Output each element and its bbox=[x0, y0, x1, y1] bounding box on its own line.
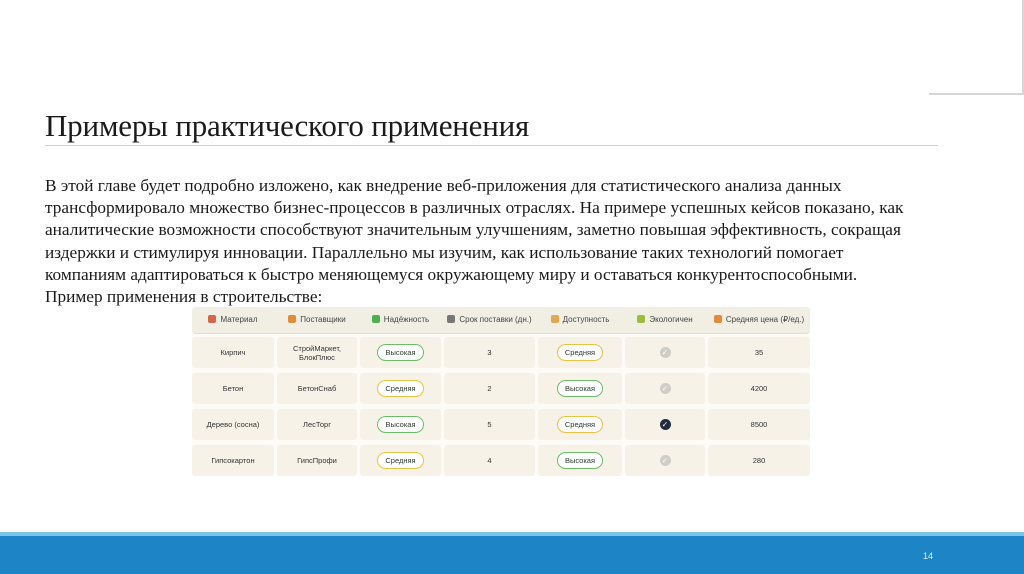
level-badge: Высокая bbox=[377, 416, 423, 433]
level-badge: Средняя bbox=[377, 452, 423, 469]
delivery-days-cell-text: 3 bbox=[487, 348, 492, 357]
level-badge: Средняя bbox=[557, 344, 603, 361]
truck-icon bbox=[288, 315, 296, 323]
eco-cell bbox=[625, 373, 705, 404]
check-circle-icon: ✓ bbox=[660, 419, 671, 430]
eco-cell bbox=[625, 445, 705, 476]
column-header bbox=[360, 307, 441, 333]
availability-cell bbox=[538, 409, 622, 440]
supplier-cell-text: БетонСнаб bbox=[297, 384, 337, 393]
delivery-days-cell bbox=[444, 337, 535, 368]
delivery-days-cell-text: 5 bbox=[487, 420, 492, 429]
column-header-label: Экологичен bbox=[649, 315, 693, 324]
supplier-cell bbox=[277, 337, 357, 368]
table-row bbox=[192, 373, 810, 404]
body-text bbox=[45, 175, 985, 308]
table-row bbox=[192, 445, 810, 476]
level-badge: Высокая bbox=[557, 380, 603, 397]
reliability-cell bbox=[360, 409, 441, 440]
column-header-label: Срок поставки (дн.) bbox=[459, 315, 532, 324]
price-cell bbox=[708, 409, 810, 440]
check-circle-icon: ✓ bbox=[660, 455, 671, 466]
column-header-label: Материал bbox=[220, 315, 258, 324]
delivery-days-cell-text: 4 bbox=[487, 456, 492, 465]
level-badge: Высокая bbox=[377, 344, 423, 361]
slide-title: Примеры практического применения bbox=[45, 108, 530, 143]
stopwatch-icon bbox=[447, 315, 455, 323]
reliability-cell bbox=[360, 337, 441, 368]
supplier-cell-text: СтройМаркет, БлокПлюс bbox=[292, 343, 342, 362]
price-cell bbox=[708, 445, 810, 476]
body-line: компаниям адаптироваться к быстро меняющемуся окружающему миру и оставаться конкурентоспособными. bbox=[45, 264, 858, 284]
price-cell-text: 35 bbox=[754, 348, 764, 357]
delivery-days-cell-text: 2 bbox=[487, 384, 492, 393]
reliability-cell bbox=[360, 373, 441, 404]
column-header-label: Средняя цена (₽/ед.) bbox=[725, 315, 805, 324]
delivery-days-cell bbox=[444, 445, 535, 476]
material-cell-text: Бетон bbox=[222, 384, 244, 393]
body-line: издержки и стимулируя инновации. Параллельно мы изучим, как использование таких технологий помогает bbox=[45, 242, 844, 262]
reliability-cell bbox=[360, 445, 441, 476]
brick-icon bbox=[208, 315, 216, 323]
flame-icon bbox=[714, 315, 722, 323]
level-badge: Высокая bbox=[557, 452, 603, 469]
checkbox-icon bbox=[372, 315, 380, 323]
material-cell bbox=[192, 337, 274, 368]
column-header-label: Доступность bbox=[562, 315, 610, 324]
check-circle-icon: ✓ bbox=[660, 383, 671, 394]
page-number: 14 bbox=[922, 551, 933, 561]
table-row bbox=[192, 337, 810, 368]
body-line: трансформировало множество бизнес-процессов в различных отраслях. На примере успешных кейсов показано, как bbox=[45, 198, 904, 218]
availability-cell bbox=[538, 445, 622, 476]
delivery-days-cell bbox=[444, 373, 535, 404]
column-header bbox=[444, 307, 535, 333]
price-cell-text: 8500 bbox=[750, 420, 768, 429]
supplier-cell bbox=[277, 445, 357, 476]
material-cell bbox=[192, 373, 274, 404]
level-badge: Средняя bbox=[377, 380, 423, 397]
level-badge: Средняя bbox=[557, 416, 603, 433]
column-header bbox=[192, 307, 274, 333]
price-cell-text: 280 bbox=[752, 456, 766, 465]
price-cell bbox=[708, 337, 810, 368]
leaf-icon bbox=[637, 315, 645, 323]
column-header bbox=[708, 307, 810, 333]
eco-cell bbox=[625, 337, 705, 368]
body-line: Пример применения в строительстве: bbox=[45, 287, 323, 307]
dot-icon bbox=[551, 315, 559, 323]
materials-table bbox=[192, 307, 810, 474]
body-line: аналитические возможности способствуют значительным улучшениям, заметно повышая эффективность, сокращая bbox=[45, 220, 901, 240]
column-header bbox=[625, 307, 705, 333]
table-header bbox=[192, 307, 810, 334]
availability-cell bbox=[538, 337, 622, 368]
column-header-label: Поставщики bbox=[300, 315, 346, 324]
price-cell bbox=[708, 373, 810, 404]
supplier-cell-text: ГипсПрофи bbox=[297, 456, 337, 465]
supplier-cell-text: ЛесТорг bbox=[303, 420, 331, 429]
material-cell-text: Дерево (сосна) bbox=[206, 420, 260, 429]
delivery-days-cell bbox=[444, 409, 535, 440]
column-header bbox=[277, 307, 357, 333]
eco-cell bbox=[625, 409, 705, 440]
body-line: В этой главе будет подробно изложено, как внедрение веб-приложения для статистического анализа данных bbox=[45, 176, 842, 195]
column-header-label: Надёжность bbox=[383, 315, 430, 324]
table-row bbox=[192, 409, 810, 440]
material-cell-text: Кирпич bbox=[220, 348, 246, 357]
material-cell bbox=[192, 445, 274, 476]
price-cell-text: 4200 bbox=[750, 384, 768, 393]
title-divider bbox=[45, 145, 938, 146]
material-cell-text: Гипсокартон bbox=[211, 456, 255, 465]
supplier-cell bbox=[277, 373, 357, 404]
footer-bar bbox=[0, 532, 1024, 574]
corner-decoration bbox=[929, 0, 1024, 95]
check-circle-icon: ✓ bbox=[660, 347, 671, 358]
availability-cell bbox=[538, 373, 622, 404]
column-header bbox=[538, 307, 622, 333]
material-cell bbox=[192, 409, 274, 440]
supplier-cell bbox=[277, 409, 357, 440]
